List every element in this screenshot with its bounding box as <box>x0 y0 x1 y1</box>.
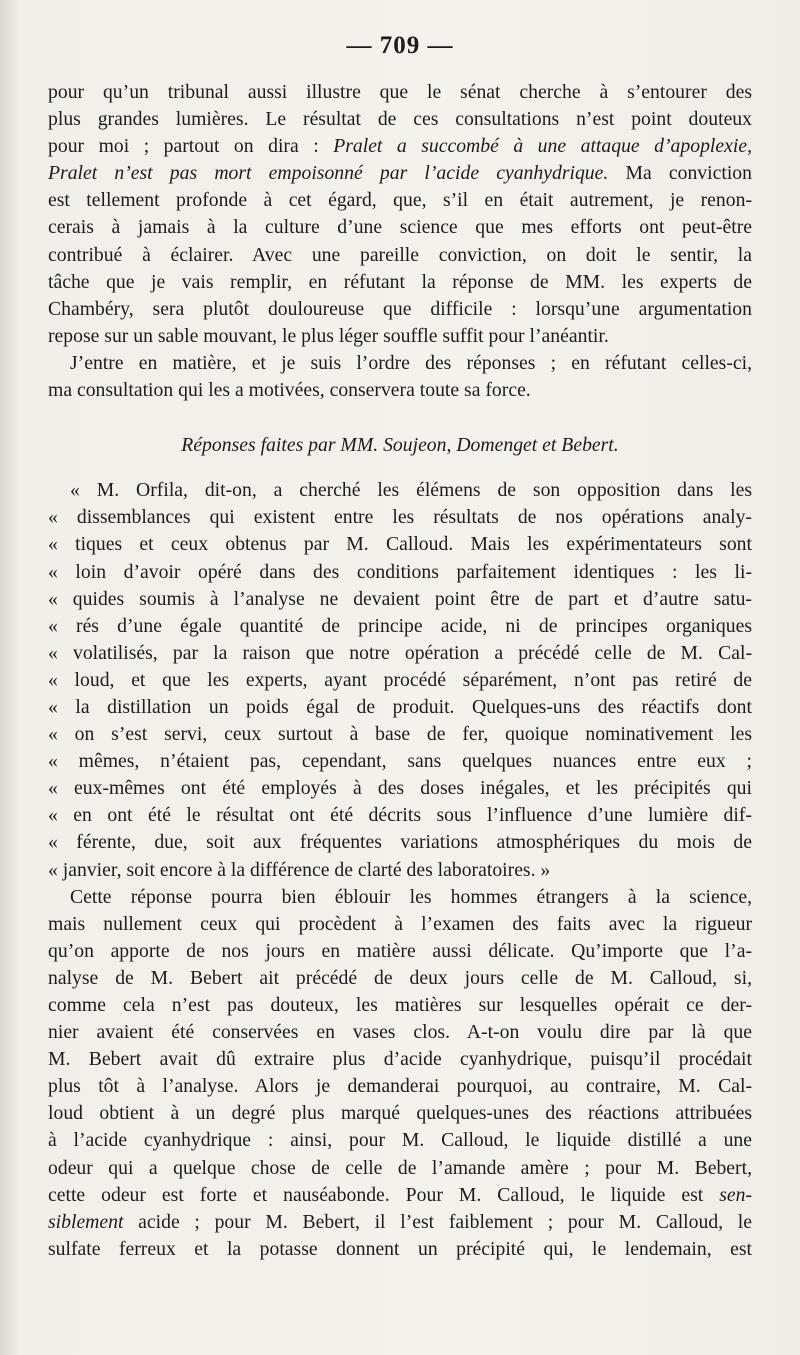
line-text: ma consultation qui les a motivées, conservera toute sa force. <box>48 379 531 402</box>
text-line <box>48 242 752 269</box>
text-line <box>48 640 752 667</box>
line-text: « loin d’avoir opéré dans des conditions parfaitement identiques : les li- <box>48 560 752 583</box>
line-text: « volatilisés, par la raison que notre opération a précédé celle de M. Cal- <box>48 641 752 664</box>
line-text: « mêmes, n’étaient pas, cependant, sans quelques nuances entre eux ; <box>48 750 752 773</box>
text-line <box>48 133 752 160</box>
text-line <box>48 1209 752 1236</box>
page-number: — 709 — <box>346 32 454 59</box>
text-line <box>48 106 752 133</box>
text-line <box>48 748 752 775</box>
text-line <box>48 938 752 965</box>
text-line <box>48 1127 752 1154</box>
text-line <box>48 613 752 640</box>
line-text: plus grandes lumières. Le résultat de ces consultations n’est point douteux <box>48 108 752 131</box>
line-text: « janvier, soit encore à la différence de clarté des laboratoires. » <box>48 858 551 881</box>
text-line <box>48 857 752 884</box>
text-line <box>48 432 752 459</box>
text-line <box>48 1073 752 1100</box>
text-line <box>48 1182 752 1209</box>
line-text: « eux-mêmes ont été employés à des doses inégales, et les précipités qui <box>48 777 752 800</box>
text-line <box>48 721 752 748</box>
line-text: « M. Orfila, dit-on, a cherché les élémens de son opposition dans les <box>70 479 752 502</box>
line-text: « dissemblances qui existent entre les résultats de nos opérations analy- <box>48 506 752 529</box>
line-text: J’entre en matière, et je suis l’ordre des réponses ; en réfutant celles-ci, <box>70 351 752 374</box>
line-text: cette odeur est forte et nauséabonde. Pour M. Calloud, le liquide est <box>48 1183 720 1206</box>
text-line <box>48 884 752 911</box>
line-text: pour moi ; partout on dira : <box>48 135 334 158</box>
text-line <box>48 296 752 323</box>
line-text: M. Bebert avait dû extraire plus d’acide cyanhydrique, puisqu’il procédait <box>48 1048 752 1071</box>
line-text: « loud, et que les experts, ayant procédé séparément, n’ont pas retiré de <box>48 668 752 691</box>
text-line <box>48 1019 752 1046</box>
text-line <box>48 477 752 504</box>
line-text: comme cela n’est pas douteux, les matières sur lesquelles opérait ce der- <box>48 994 752 1016</box>
line-text: cerais à jamais à la culture d’une science que mes efforts ont peut-être <box>48 216 752 239</box>
italic-text: Pralet n’est pas mort empoisonné par l’acide cyanhydrique. <box>48 162 609 185</box>
text-line <box>48 269 752 296</box>
text-line <box>48 586 752 613</box>
line-text: « rés d’une égale quantité de principe acide, ni de principes organiques <box>48 614 752 637</box>
line-text: contribué à éclairer. Avec une pareille conviction, on doit le sentir, la <box>48 243 752 266</box>
text-line <box>48 992 752 1019</box>
line-text: « quides soumis à l’analyse ne devaient point être de part et d’autre satu- <box>48 587 752 610</box>
text-line <box>48 79 752 106</box>
italic-text: sen- <box>719 1183 752 1206</box>
line-text: Ma conviction <box>608 162 752 185</box>
line-text: acide ; pour M. Bebert, il l’est faiblement ; pour M. Calloud, le <box>123 1210 752 1233</box>
line-text: sulfate ferreux et la potasse donnent un précipité qui, le lendemain, est <box>48 1237 752 1260</box>
text-line <box>48 1236 752 1263</box>
text-line <box>48 377 752 404</box>
text-line <box>48 160 752 187</box>
text-line <box>48 694 752 721</box>
text-line <box>48 829 752 856</box>
line-text: tâche que je vais remplir, en réfutant la réponse de MM. les experts de <box>48 270 752 293</box>
text-line <box>48 323 752 350</box>
line-text: Chambéry, sera plutôt douloureuse que difficile : lorsqu’une argumentation <box>48 297 752 320</box>
text-line <box>48 1155 752 1182</box>
text-line <box>48 350 752 377</box>
line-text: « on s’est servi, ceux surtout à base de fer, quoique nominativement les <box>48 723 752 746</box>
line-text: repose sur un sable mouvant, le plus léger souffle suffit pour l’anéantir. <box>48 324 609 347</box>
line-text: Cette réponse pourra bien éblouir les hommes étrangers à la science, <box>70 885 752 908</box>
text-line <box>48 214 752 241</box>
line-text: « férente, due, soit aux fréquentes variations atmosphériques du mois de <box>48 831 752 854</box>
text-line <box>48 504 752 531</box>
italic-text: Réponses faites par MM. Soujeon, Domenget et Bebert. <box>181 434 619 457</box>
text-line <box>48 531 752 558</box>
text-line <box>48 559 752 586</box>
text-line <box>48 775 752 802</box>
line-text: « la distillation un poids égal de produit. Quelques-uns des réactifs dont <box>48 695 752 718</box>
line-text: odeur qui a quelque chose de celle de l’amande amère ; pour M. Bebert, <box>48 1156 752 1179</box>
line-text: est tellement profonde à cet égard, que, s’il en était autrement, je renon- <box>48 189 752 212</box>
line-text: nalyse de M. Bebert ait précédé de deux jours celle de M. Calloud, si, <box>48 966 752 989</box>
text-line <box>48 667 752 694</box>
line-text: « en ont été le résultat ont été décrits sous l’influence d’une lumière dif- <box>48 804 752 827</box>
text-line <box>48 802 752 829</box>
italic-text: siblement <box>48 1210 124 1233</box>
line-text: loud obtient à un degré plus marqué quelques-unes des réactions attribuées <box>48 1102 752 1125</box>
line-text: mais nullement ceux qui procèdent à l’examen des faits avec la rigueur <box>48 912 752 935</box>
line-text: pour qu’un tribunal aussi illustre que le sénat cherche à s’entourer des <box>48 81 752 103</box>
line-text: nier avaient été conservées en vases clos. A-t-on voulu dire par là que <box>48 1021 752 1044</box>
italic-text: Pralet a succombé à une attaque d’apoplexie, <box>333 135 753 158</box>
line-text: plus tôt à l’analyse. Alors je demanderai pourquoi, au contraire, M. Cal- <box>48 1075 752 1098</box>
body-text <box>48 79 752 1263</box>
line-text: « tiques et ceux obtenus par M. Calloud. Mais les expérimentateurs sont <box>48 533 752 556</box>
text-line <box>48 911 752 938</box>
line-text: qu’on apporte de nos jours en matière aussi délicate. Qu’importe que l’a- <box>48 939 752 962</box>
text-line <box>48 187 752 214</box>
line-text: à l’acide cyanhydrique : ainsi, pour M. Calloud, le liquide distillé a une <box>48 1129 752 1152</box>
text-line <box>48 1100 752 1127</box>
text-line <box>48 1046 752 1073</box>
text-line <box>48 965 752 992</box>
